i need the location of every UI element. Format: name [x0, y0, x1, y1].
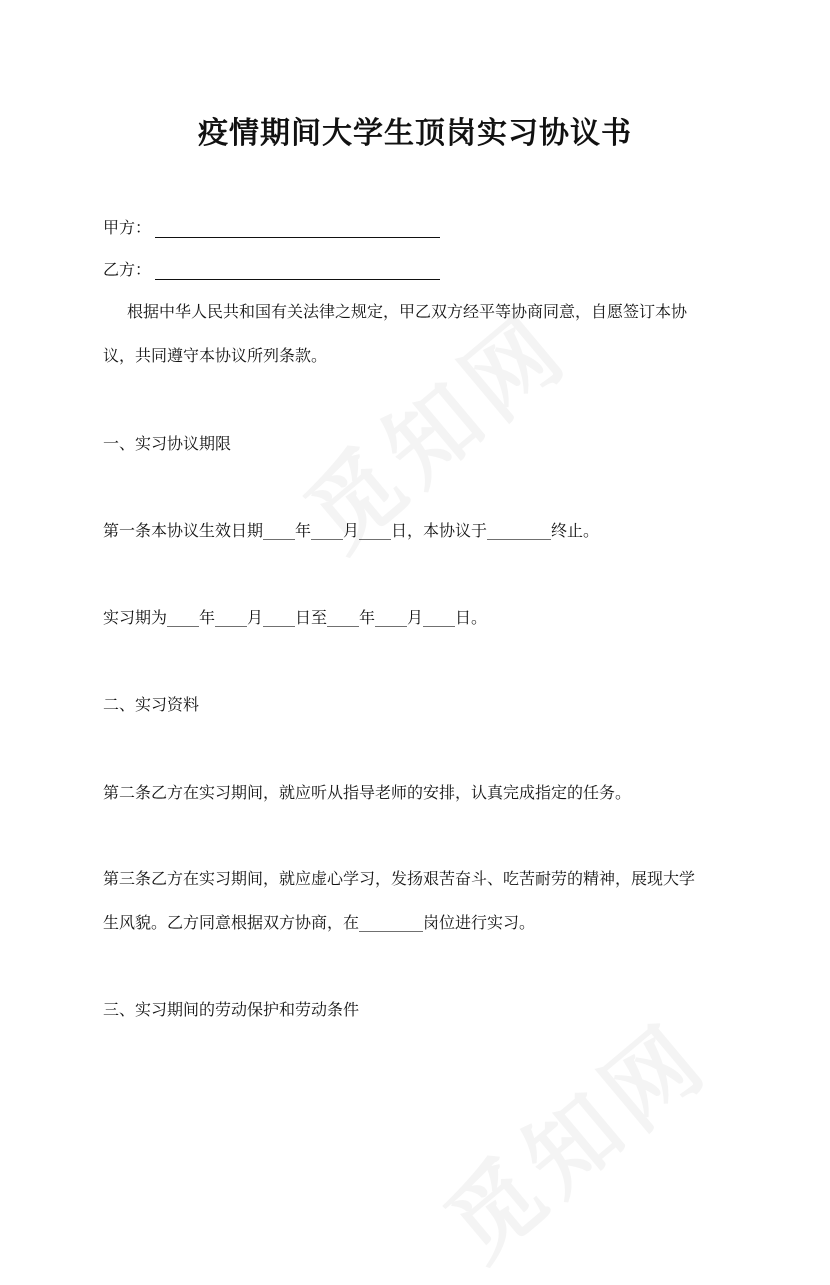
watermark-bottom: [413, 987, 732, 1285]
article-3-line-2: 生风貌。乙方同意根据双方协商，在________岗位进行实习。: [103, 913, 536, 932]
section-1-heading: 一、实习协议期限: [103, 434, 232, 453]
section-2-heading: 二、实习资料: [103, 695, 200, 714]
article-2: 第二条乙方在实习期间，就应听从指导老师的安排，认真完成指定的任务。: [103, 783, 632, 802]
party-b-label: 乙方：: [103, 260, 152, 279]
party-a-blank: [155, 219, 440, 238]
article-3-line-1: 第三条乙方在实习期间，就应虚心学习，发扬艰苦奋斗、吃苦耐劳的精神，展现大学: [103, 869, 696, 888]
intro-paragraph-line-2: 议，共同遵守本协议所列条款。: [103, 346, 328, 365]
party-b-row: [103, 260, 440, 280]
party-b-blank: [155, 261, 440, 280]
article-1: 第一条本协议生效日期____年____月____日，本协议于________终止。: [103, 521, 600, 540]
document-title: 疫情期间大学生顶岗实习协议书: [198, 116, 632, 151]
party-a-label: 甲方：: [103, 218, 152, 237]
intro-paragraph-line-1: 根据中华人民共和国有关法律之规定，甲乙双方经平等协商同意，自愿签订本协: [127, 302, 688, 321]
party-a-row: [103, 218, 440, 238]
internship-period: 实习期为____年____月____日至____年____月____日。: [103, 608, 488, 627]
section-3-heading: 三、实习期间的劳动保护和劳动条件: [103, 1000, 360, 1019]
